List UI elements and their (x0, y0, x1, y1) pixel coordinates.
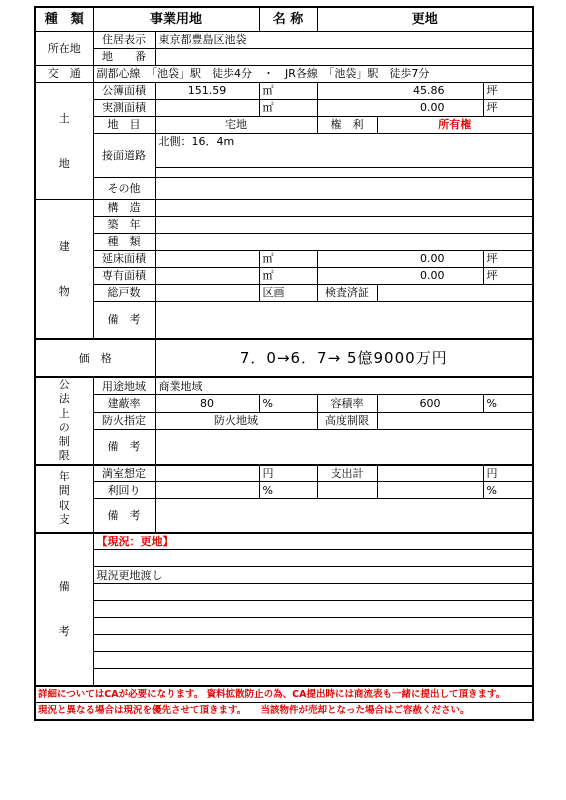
remarks-line: 現況更地渡し (93, 567, 533, 584)
far-value: 600 (377, 395, 483, 413)
header-row (35, 7, 533, 31)
sqm-unit: ㎡ (259, 250, 317, 267)
remarks-line (93, 618, 533, 635)
inspection-value (377, 284, 533, 301)
registered-area-sqm: 151.59 (155, 82, 259, 99)
tsubo-unit: 坪 (483, 82, 533, 99)
building-label-bottom: 物 (58, 284, 70, 298)
building-notes-label: 備 考 (93, 301, 155, 339)
land-category-value: 宅地 (155, 116, 317, 133)
zoning-label: 用途地域 (93, 377, 155, 395)
built-year-value (155, 216, 533, 233)
kind-value: 事業用地 (93, 7, 259, 31)
measured-area-label: 実測面積 (93, 99, 155, 116)
remarks-line (93, 652, 533, 669)
legal-notes-label: 備 考 (93, 430, 155, 465)
footer-note-1: 詳細についてはCAが必要になります。 資料拡散防止の為、CA提出時には商流表も一緒に提出して頂きます。 (35, 686, 533, 703)
transport-value: 副都心線 「池袋」駅 徒歩4分 ・ JR各線 「池袋」駅 徒歩7分 (93, 65, 533, 82)
remarks-label-top: 備 (58, 580, 70, 594)
measured-area-sqm (155, 99, 259, 116)
total-units-value (155, 284, 259, 301)
zoning-value: 商業地域 (155, 377, 533, 395)
fire-zone-value: 防火地域 (155, 412, 317, 430)
structure-label: 構 造 (93, 199, 155, 216)
yield-label: 利回り (93, 482, 155, 499)
transport-label: 交 通 (35, 65, 93, 82)
sqm-unit: ㎡ (259, 82, 317, 99)
land-section-label (35, 82, 93, 199)
legal-section-label (35, 377, 93, 465)
remarks-line: 【現況：更地】 (93, 533, 533, 550)
registered-area-tsubo: 45.86 (317, 82, 483, 99)
tsubo-unit: 坪 (483, 99, 533, 116)
name-value: 更地 (317, 7, 533, 31)
income-notes-label: 備 考 (93, 499, 155, 533)
remarks-line (93, 601, 533, 618)
yield-value (155, 482, 259, 499)
property-table (34, 6, 534, 721)
measured-area-tsubo: 0.00 (317, 99, 483, 116)
location-label: 所在地 (35, 31, 93, 65)
road-value: 北側：16．4m (155, 133, 533, 167)
land-label-top: 土 (58, 111, 70, 125)
income-notes-value (155, 499, 533, 533)
sqm-unit: ㎡ (259, 267, 317, 284)
building-section-label (35, 199, 93, 339)
footer-note-2: 現況と異なる場合は現況を優先させて頂きます。 当該物件が売却となった場合はご容赦ください。 (35, 703, 533, 720)
name-label: 名 称 (259, 7, 317, 31)
yield-blank-2 (377, 482, 483, 499)
building-label-top: 建 (58, 239, 70, 253)
coverage-unit: % (259, 395, 317, 413)
price-value: 7．0→6．7→ 5億9000万円 (155, 339, 533, 377)
registered-area-label: 公簿面積 (93, 82, 155, 99)
land-other-value (155, 177, 533, 199)
yield-unit-2: % (483, 482, 533, 499)
yield-blank-1 (317, 482, 377, 499)
private-area-label: 専有面積 (93, 267, 155, 284)
remarks-section-label (35, 533, 93, 686)
road-label: 接面道路 (93, 133, 155, 177)
building-type-value (155, 233, 533, 250)
land-label-bottom: 地 (58, 156, 70, 170)
private-area-sqm (155, 267, 259, 284)
lot-section-label: 区画 (259, 284, 317, 301)
far-label: 容積率 (317, 395, 377, 413)
rights-value: 所有権 (377, 116, 533, 133)
legal-notes-value (155, 430, 533, 465)
height-limit-value (377, 412, 533, 430)
total-units-label: 総戸数 (93, 284, 155, 301)
floor-area-sqm (155, 250, 259, 267)
income-section-label (35, 465, 93, 533)
land-category-label: 地 目 (93, 116, 155, 133)
floor-area-label: 延床面積 (93, 250, 155, 267)
sqm-unit: ㎡ (259, 99, 317, 116)
yield-unit: % (259, 482, 317, 499)
built-year-label: 築 年 (93, 216, 155, 233)
private-area-tsubo: 0.00 (317, 267, 483, 284)
full-occupancy-value (155, 465, 259, 482)
remarks-label-bottom: 考 (58, 625, 70, 639)
income-section-text: 年間収支 (58, 470, 70, 527)
full-occupancy-label: 満室想定 (93, 465, 155, 482)
height-limit-label: 高度制限 (317, 412, 377, 430)
structure-value (155, 199, 533, 216)
coverage-value: 80 (155, 395, 259, 413)
rights-label: 権 利 (317, 116, 377, 133)
legal-section-text: 公法上の制限 (58, 378, 70, 463)
residence-label: 住居表示 (93, 31, 155, 48)
lot-number-value (155, 48, 533, 65)
far-unit: % (483, 395, 533, 413)
property-sheet (34, 6, 532, 721)
expense-value (377, 465, 483, 482)
fire-zone-label: 防火指定 (93, 412, 155, 430)
remarks-line (93, 584, 533, 601)
coverage-label: 建蔽率 (93, 395, 155, 413)
building-type-label: 種 類 (93, 233, 155, 250)
expense-unit: 円 (483, 465, 533, 482)
remarks-line (93, 550, 533, 567)
tsubo-unit: 坪 (483, 250, 533, 267)
price-label: 価 格 (35, 339, 155, 377)
residence-value: 東京都豊島区池袋 (155, 31, 533, 48)
floor-area-tsubo: 0.00 (317, 250, 483, 267)
remarks-line (93, 635, 533, 652)
building-notes-value (155, 301, 533, 339)
inspection-label: 検査済証 (317, 284, 377, 301)
tsubo-unit: 坪 (483, 267, 533, 284)
kind-label: 種 類 (35, 7, 93, 31)
land-other-label: その他 (93, 177, 155, 199)
road-value-extra (155, 167, 533, 177)
full-occupancy-unit: 円 (259, 465, 317, 482)
lot-number-label: 地 番 (93, 48, 155, 65)
expense-label: 支出計 (317, 465, 377, 482)
remarks-line (93, 669, 533, 686)
